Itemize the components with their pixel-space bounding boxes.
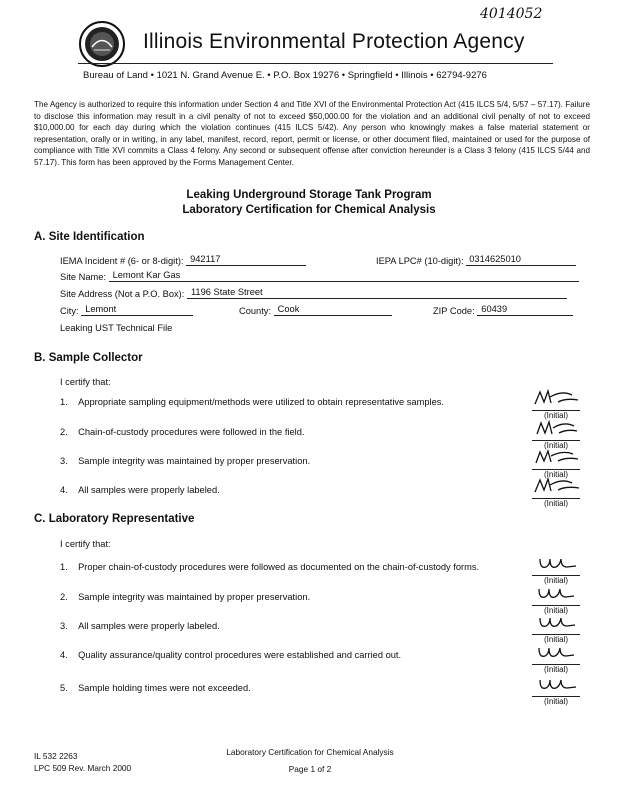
footer-doc-title: Laboratory Certification for Chemical Analysis — [226, 747, 394, 757]
site-name-label: Site Name: — [60, 272, 106, 282]
c-initial-box-1[interactable] — [532, 551, 584, 585]
illinois-seal-logo — [78, 20, 126, 68]
form-title: Laboratory Certification for Chemical Analysis — [182, 204, 436, 216]
b-item-3: 3. Sample integrity was maintained by proper preservation. — [60, 456, 311, 466]
b-item-2: 2. Chain-of-custody procedures were followed in the field. — [60, 427, 305, 437]
site-address-field — [60, 287, 567, 299]
zip-field — [433, 304, 573, 316]
iepa-lpc-field — [376, 254, 576, 266]
footer-center — [200, 746, 420, 775]
collector-signature-initial — [532, 474, 584, 496]
iema-value: 942117 — [190, 254, 221, 264]
collector-signature-initial — [532, 445, 584, 467]
footer-left — [34, 750, 131, 774]
city-label: City: — [60, 306, 79, 316]
initial-label: (Initial) — [543, 499, 568, 508]
section-c-heading: C. Laboratory Representative — [34, 513, 195, 525]
initial-label: (Initial) — [543, 411, 568, 420]
county-field — [239, 304, 392, 316]
legal-notice: The Agency is authorized to require this information under Section 4 and Title XVI of the Environmental Protection Act (415 ILCS 5/4, 5/57 – 57.17). Failure to disclose this information may result in a civil penalty of not to exceed $50,000.00 for the violation and an additional civil penalty of not to exceed $10,000.00 for each day during which the violation continues (415 ILCS 5/42). Any person who knowingly makes a false material statement or representation, orally or in writing, in any label, manifest, record, report, permit or license, or other document filed, maintained or used for the purpose of compliance with Title XVI commits a Class 4 felony. Any second or subsequent offense after conviction hereunder is a Class 3 felony (415 ILCS 5/44 and 57.17). This form has been approved by the Forms Management Center. — [34, 100, 590, 167]
b-initial-box-1[interactable] — [532, 386, 584, 420]
lab-signature-initial — [532, 640, 584, 662]
page-number: Page 1 of 2 — [288, 764, 332, 774]
c-initial-box-3[interactable] — [532, 610, 584, 644]
lab-signature-initial — [532, 581, 584, 603]
city-field — [60, 304, 193, 316]
initial-label: (Initial) — [543, 665, 568, 674]
c-item-4: 4. Quality assurance/quality control procedures were established and carried out. — [60, 650, 402, 660]
initial-label: (Initial) — [543, 635, 568, 644]
section-c-certify: I certify that: — [60, 539, 111, 549]
initial-label: (Initial) — [543, 470, 568, 479]
section-b-heading: B. Sample Collector — [34, 352, 143, 364]
c-item-2: 2. Sample integrity was maintained by proper preservation. — [60, 592, 311, 602]
initial-label: (Initial) — [543, 697, 568, 706]
agency-title: Illinois Environmental Protection Agency — [143, 30, 525, 53]
zip-value: 60439 — [481, 304, 508, 314]
site-name-value: Lemont Kar Gas — [112, 270, 181, 280]
initial-label: (Initial) — [543, 606, 568, 615]
collector-signature-initial — [532, 416, 584, 438]
initial-label: (Initial) — [543, 576, 568, 585]
b-item-4: 4. All samples were properly labeled. — [60, 485, 220, 495]
c-initial-box-5[interactable] — [532, 672, 584, 706]
b-initial-box-4[interactable] — [532, 474, 584, 508]
section-a-heading: A. Site Identification — [34, 231, 145, 243]
lab-signature-initial — [532, 610, 584, 632]
agency-address: Bureau of Land • 1021 N. Grand Avenue E. • P.O. Box 19276 • Springfield • Illinois • 62794-9276 — [83, 70, 487, 81]
site-address-value: 1196 State Street — [190, 287, 263, 297]
iema-incident-field — [60, 254, 306, 266]
section-b-certify: I certify that: — [60, 377, 111, 387]
b-item-1: 1. Appropriate sampling equipment/methods were utilized to obtain representative samples. — [60, 397, 444, 407]
county-value: Cook — [277, 304, 300, 314]
collector-signature-initial — [532, 386, 584, 408]
c-initial-box-4[interactable] — [532, 640, 584, 674]
tech-file-stamp: Leaking UST Technical File — [60, 323, 173, 333]
form-id: IL 532 2263 — [34, 751, 78, 761]
c-item-1: 1. Proper chain-of-custody procedures were followed as documented on the chain-of-custody forms. — [60, 562, 480, 572]
site-name-field — [60, 270, 579, 282]
lab-signature-initial — [532, 551, 584, 573]
site-address-label: Site Address (Not a P.O. Box): — [60, 289, 185, 299]
lab-signature-initial — [532, 672, 584, 694]
header-rule — [78, 63, 553, 64]
city-value: Lemont — [85, 304, 117, 314]
zip-label: ZIP Code: — [433, 306, 475, 316]
c-item-3: 3. All samples were properly labeled. — [60, 621, 220, 631]
iema-label: IEMA Incident # (6- or 8-digit): — [60, 256, 184, 266]
c-item-5: 5. Sample holding times were not exceeded. — [60, 683, 251, 693]
form-revision: LPC 509 Rev. March 2000 — [34, 763, 132, 773]
program-title: Leaking Underground Storage Tank Program — [186, 189, 432, 201]
initial-label: (Initial) — [543, 441, 568, 450]
iepa-value: 0314625010 — [469, 254, 521, 264]
county-label: County: — [239, 306, 272, 316]
iepa-label: IEPA LPC# (10-digit): — [376, 256, 464, 266]
handwritten-number: 4014052 — [480, 6, 543, 22]
